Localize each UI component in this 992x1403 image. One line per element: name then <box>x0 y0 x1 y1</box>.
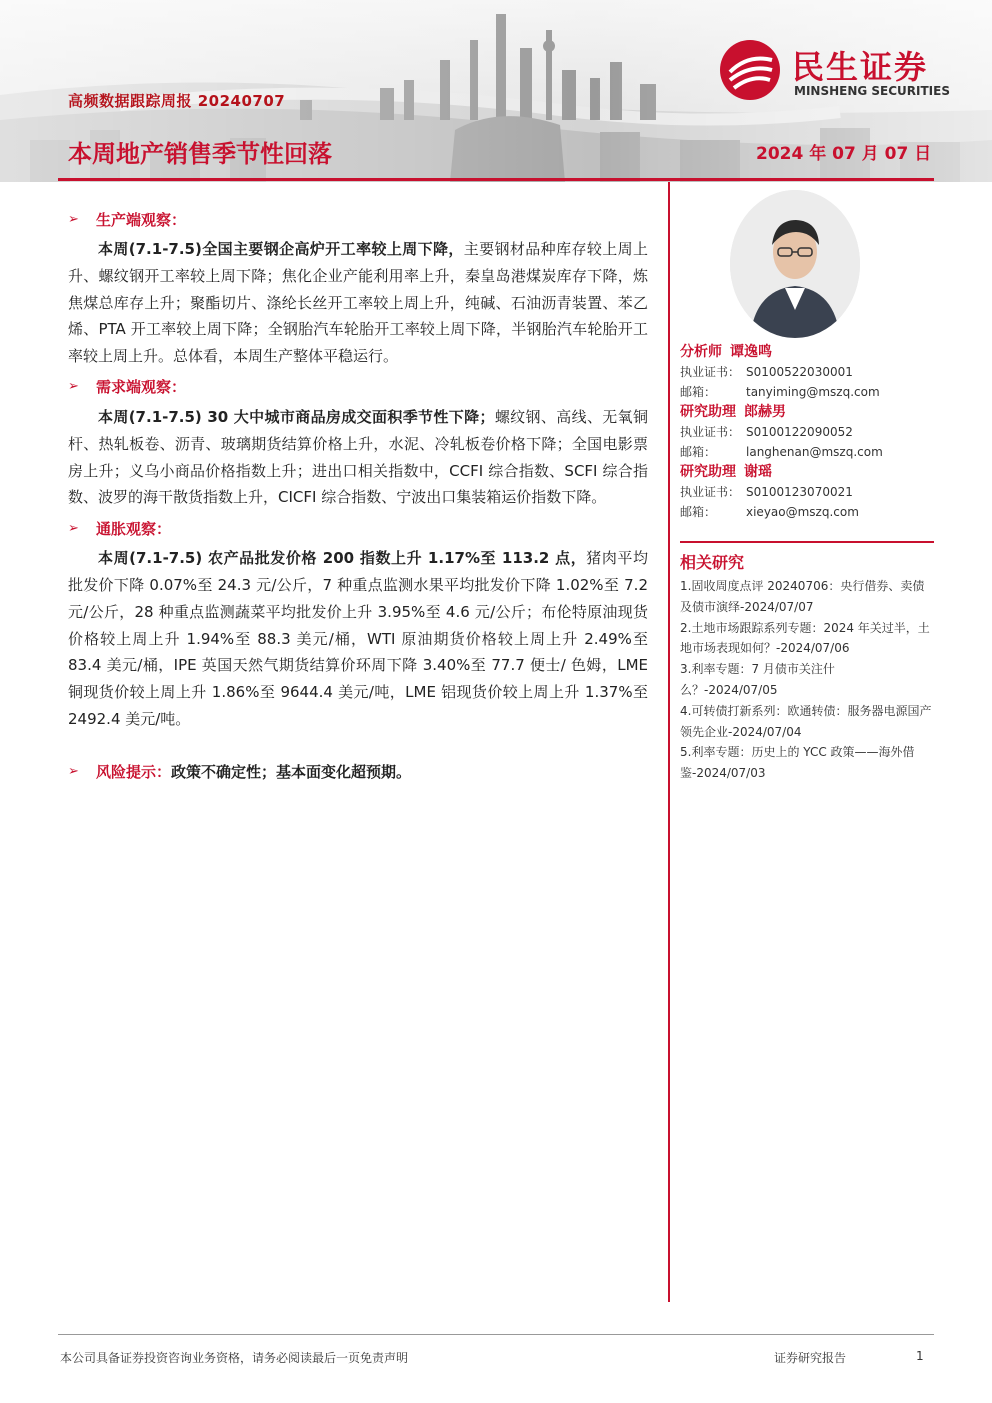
company-logo <box>718 38 968 102</box>
analyst-card <box>680 342 934 402</box>
minsheng-logo-icon <box>718 38 782 102</box>
cert-label: 执业证书： <box>680 365 741 379</box>
related-item[interactable]: 2.土地市场跟踪系列专题：2024 年关过半，土地市场表现如何？-2024/07/06 <box>680 620 930 656</box>
paragraph-body: 主要钢材品种库存较上周上升、螺纹钢开工率较上周下降；焦化企业产能利用率上升，秦皇岛港煤炭库存下降，炼焦煤总库存上升；聚酯切片、涤纶长丝开工率较上周上升，纯碱、石油沥青装置、苯乙烯、PTA 开工率较上周下降；全钢胎汽车轮胎开工率较上周下降，半钢胎汽车轮胎开工率较上周上升。总体看，本周生产整体平稳运行。 <box>68 240 648 366</box>
email-link[interactable]: tanyiming@mszq.com <box>746 385 880 399</box>
analyst-role: 研究助理 <box>680 404 736 420</box>
paragraph-lead: 本周(7.1-7.5) 30 大中城市商品房成交面积季节性下降； <box>98 407 495 426</box>
related-research-list <box>680 576 932 784</box>
related-item[interactable]: 1.固收周度点评 20240706：央行借券、卖债及债市演绎-2024/07/07 <box>680 579 925 614</box>
analyst-photo <box>730 190 860 338</box>
section-title: 需求端观察： <box>96 378 187 397</box>
footer-label: 证券研究报告 <box>774 1351 847 1365</box>
analyst-name: 郎赫男 <box>744 404 786 420</box>
email-label: 邮箱： <box>680 445 717 459</box>
main-content <box>68 208 648 789</box>
section-heading-demand <box>68 376 648 398</box>
header-divider <box>58 178 934 181</box>
email-link[interactable]: langhenan@mszq.com <box>746 445 883 459</box>
section-paragraph-inflation <box>68 545 648 733</box>
analyst-role: 研究助理 <box>680 464 736 480</box>
related-divider <box>680 541 934 543</box>
paragraph-body: 猪肉平均批发价下降 0.07%至 24.3 元/公斤，7 种重点监测水果平均批发价下降 1.02%至 7.2 元/公斤，28 种重点监测蔬菜平均批发价上升 3.95%至 4.6 元/公斤；布伦特原油现货价格较上周上升 1.94%至 88.3 美元/桶，WTI 原油期货价格较上周上升 2.49%至 83.4 美元/桶，IPE 英国天然气期货结算价环周下降 3.40%至 77.7 便士/ 色姆，LME 铜现货价较上周上升 1.86%至 9644.4 美元/吨，LME 铝现货价较上周上升 1.37%至 2492.4 美元/吨。 <box>68 549 648 728</box>
cert-label: 执业证书： <box>680 485 741 499</box>
analyst-card <box>680 462 934 522</box>
risk-notice <box>68 761 648 783</box>
report-type: 高频数据跟踪周报 20240707 <box>68 92 286 110</box>
paragraph-lead: 本周(7.1-7.5)全国主要钢企高炉开工率较上周下降， <box>98 240 464 258</box>
email-label: 邮箱： <box>680 505 717 519</box>
page-number: 1 <box>916 1349 924 1363</box>
footer-disclaimer: 本公司具备证券投资咨询业务资格，请务必阅读最后一页免责声明 <box>60 1351 409 1365</box>
cert-number: S0100522030001 <box>746 365 853 379</box>
analyst-list <box>680 342 934 522</box>
risk-text: 政策不确定性；基本面变化超预期。 <box>171 763 412 782</box>
chevron-right-icon: ➢ <box>68 520 79 536</box>
chevron-right-icon: ➢ <box>68 764 79 780</box>
paragraph-lead: 本周(7.1-7.5) 农产品批发价格 200 指数上升 1.17%至 113.2 点， <box>98 549 587 568</box>
email-link[interactable]: xieyao@mszq.com <box>746 505 859 519</box>
section-heading-inflation <box>68 517 648 539</box>
footer-divider <box>58 1334 934 1335</box>
column-divider <box>668 182 670 1302</box>
risk-label: 风险提示： <box>96 763 172 782</box>
section-title: 生产端观察： <box>96 210 187 229</box>
email-label: 邮箱： <box>680 385 717 399</box>
analyst-name: 谭逸鸣 <box>730 344 772 360</box>
related-item[interactable]: 3.利率专题：7 月债市关注什么？-2024/07/05 <box>680 662 835 697</box>
logo-text-en: MINSHENG SECURITIES <box>794 84 950 98</box>
report-title: 本周地产销售季节性回落 <box>68 140 332 168</box>
section-paragraph-demand <box>68 404 648 511</box>
cert-number: S0100123070021 <box>746 485 853 499</box>
related-research-title: 相关研究 <box>680 553 745 572</box>
report-date: 2024 年 07 月 07 日 <box>756 144 932 164</box>
section-title: 通胀观察： <box>96 519 172 538</box>
person-icon <box>730 190 860 338</box>
related-item[interactable]: 4.可转债打新系列：欧通转债：服务器电源国产领先企业-2024/07/04 <box>680 703 932 739</box>
chevron-right-icon: ➢ <box>68 211 79 227</box>
cert-number: S0100122090052 <box>746 425 853 439</box>
section-heading-production <box>68 208 648 230</box>
paragraph-body: 螺纹钢、高线、无氧铜杆、热轧板卷、沥青、玻璃期货结算价格上升，水泥、冷轧板卷价格下降；全国电影票房上升；义乌小商品价格指数上升；进出口相关指数中，CCFI 综合指数、SCFI 综合指数、波罗的海干散货指数上升，CICFI 综合指数、宁波出口集装箱运价指数下降。 <box>68 407 648 507</box>
analyst-card <box>680 402 934 462</box>
logo-text-cn: 民生证券 <box>792 48 929 86</box>
related-item[interactable]: 5.利率专题：历史上的 YCC 政策——海外借鉴-2024/07/03 <box>680 745 915 781</box>
cert-label: 执业证书： <box>680 425 741 439</box>
analyst-role: 分析师 <box>680 344 722 360</box>
section-paragraph-production <box>68 236 648 370</box>
chevron-right-icon: ➢ <box>68 379 79 395</box>
analyst-name: 谢瑶 <box>744 464 772 480</box>
